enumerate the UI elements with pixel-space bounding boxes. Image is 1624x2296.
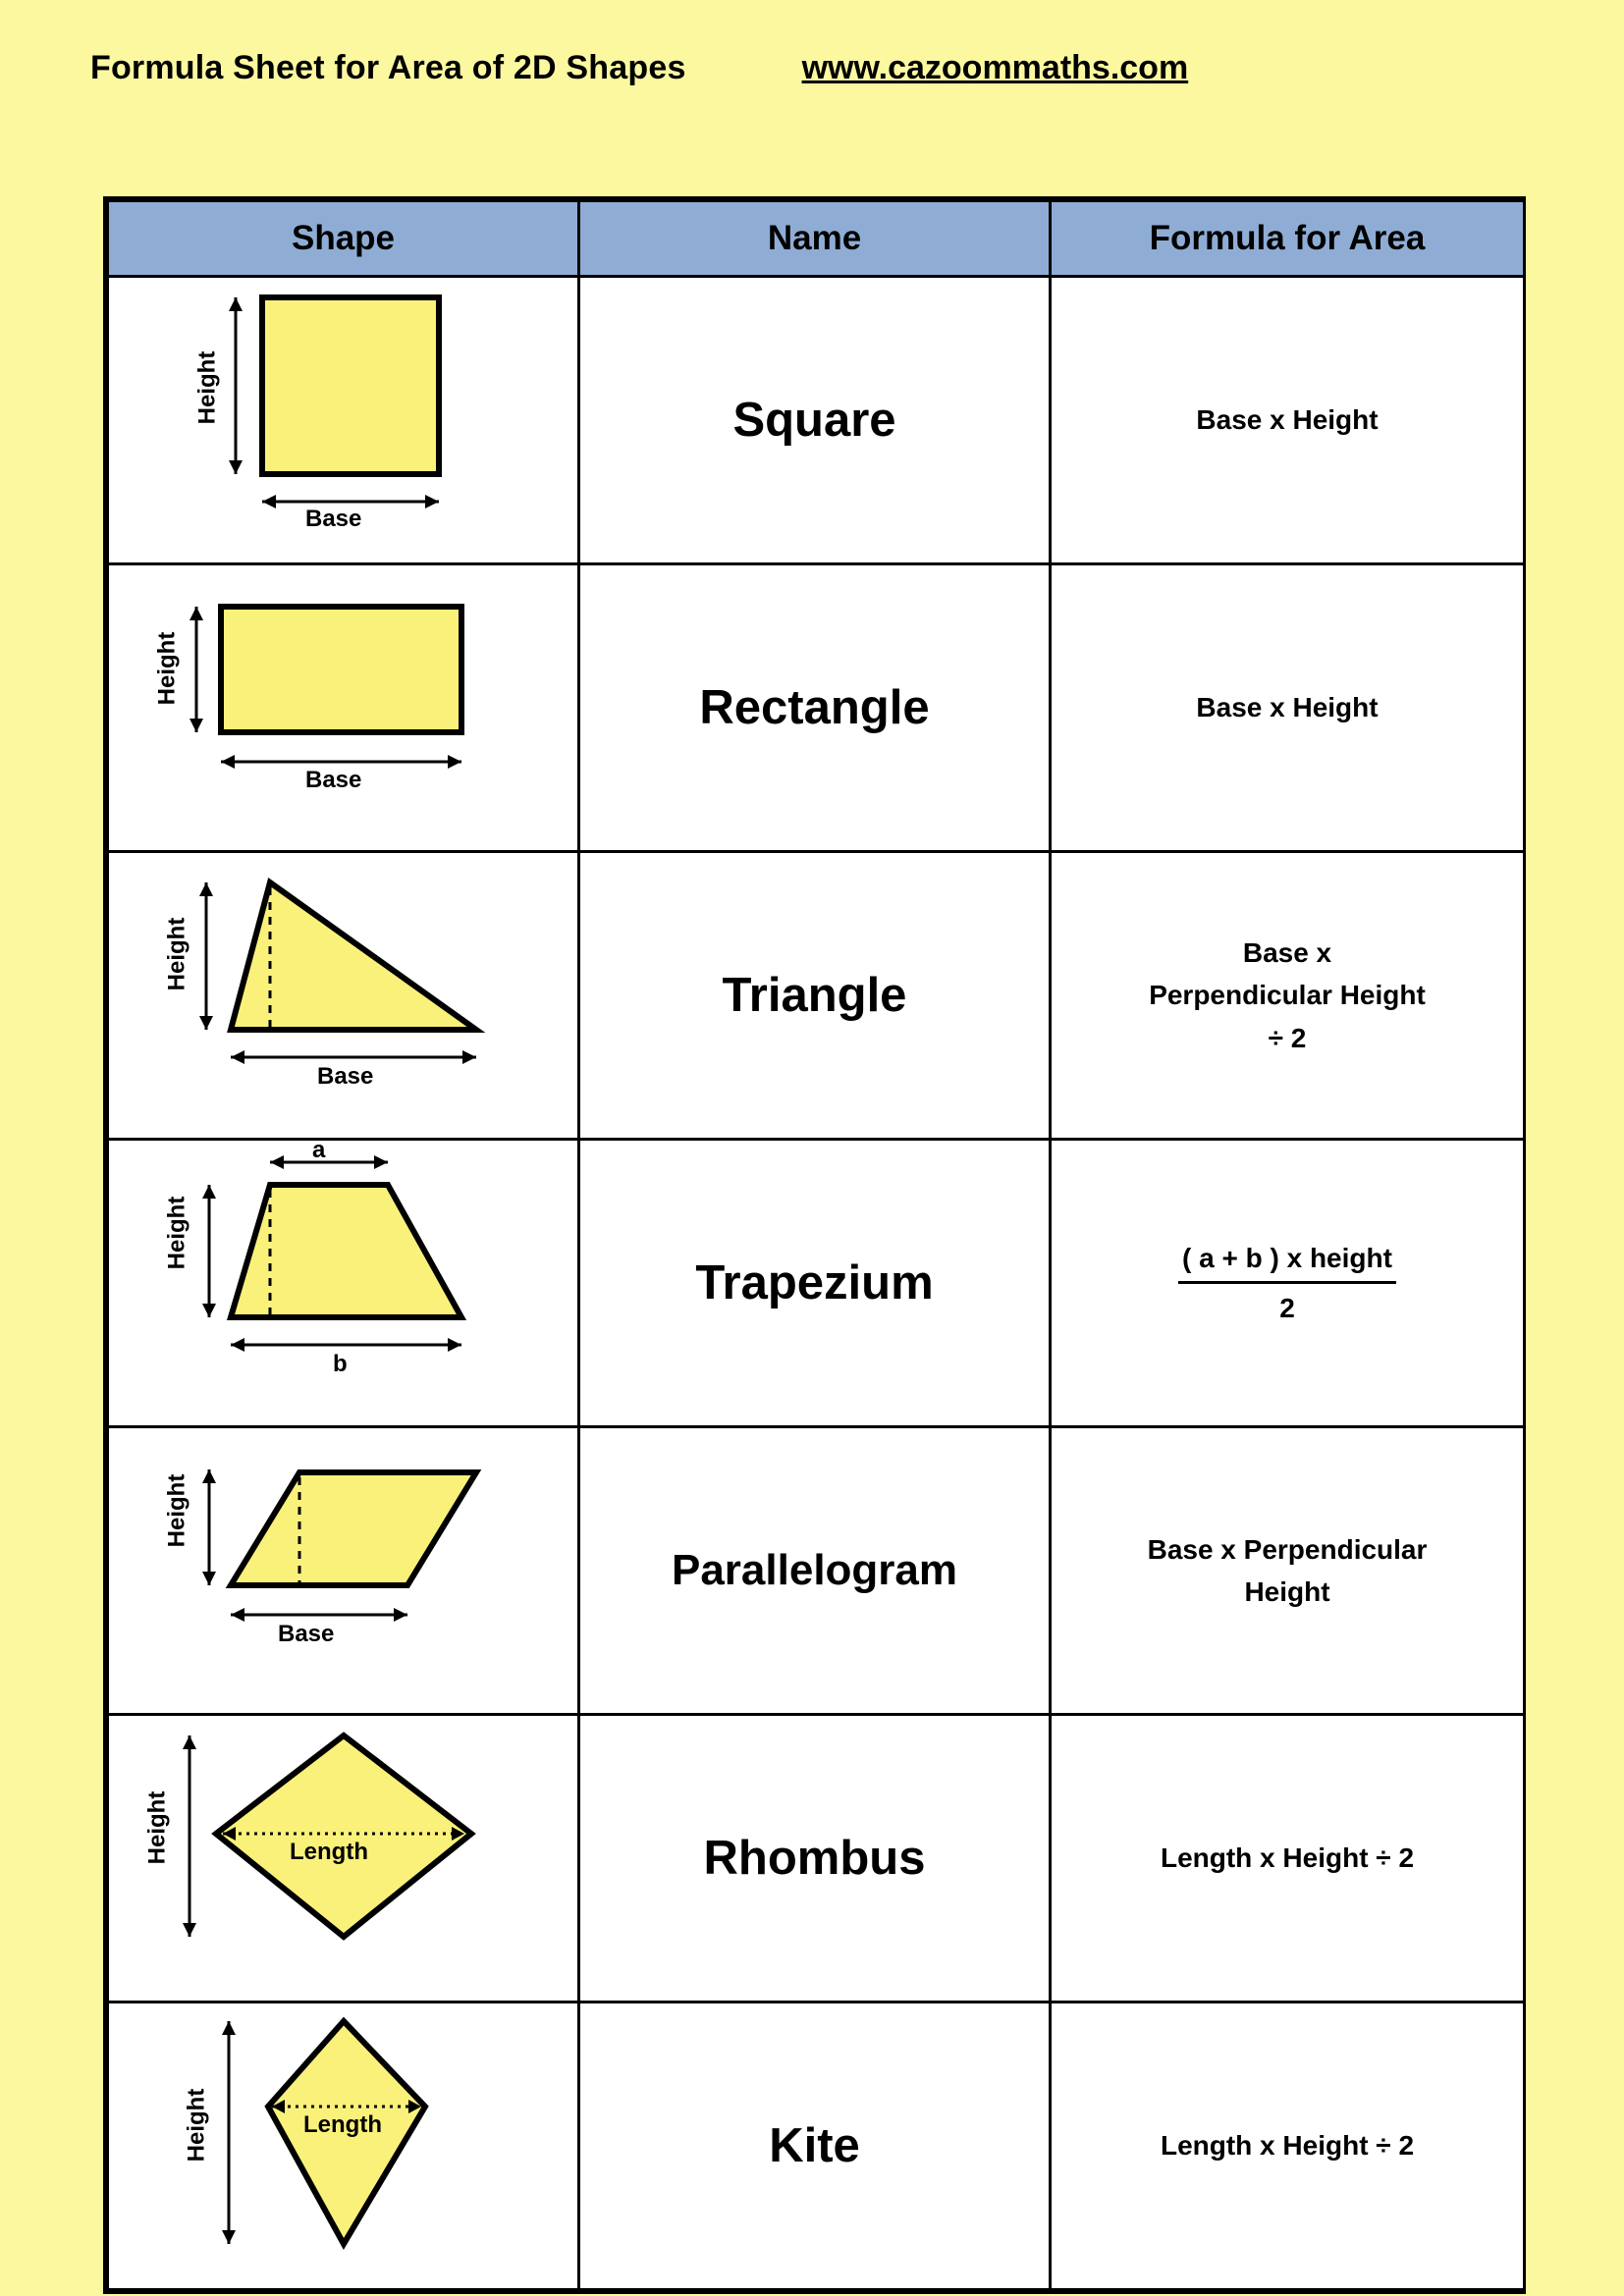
shape-name-triangle: Triangle [579, 852, 1051, 1140]
shape-diagram-trapezium [108, 1137, 579, 1427]
shape-name-parallelogram: Parallelogram [579, 1427, 1051, 1715]
shape-diagram-rhombus [108, 1715, 579, 2002]
label-height: Height [183, 2088, 210, 2163]
shape-name-rhombus: Rhombus [579, 1715, 1051, 2002]
fraction-numerator: ( a + b ) x height [1178, 1237, 1396, 1284]
table-row [108, 852, 1525, 1140]
label-b: b [333, 1351, 348, 1377]
label-base: Base [305, 767, 362, 793]
label-height: Height [153, 631, 181, 706]
label-base: Base [305, 506, 362, 532]
shape-formula-trapezium [1051, 1140, 1525, 1427]
label-base: Base [317, 1063, 374, 1090]
parallelogram-drawing [113, 1428, 574, 1703]
shape-formula-rhombus: Length x Height ÷ 2 [1051, 1715, 1525, 2002]
column-header-name: Name [579, 201, 1051, 277]
shape-diagram-square [108, 277, 579, 564]
website-url: www.cazoommaths.com [801, 49, 1189, 86]
column-header-shape: Shape [108, 201, 579, 277]
page-title: Formula Sheet for Area of 2D Shapes [90, 49, 686, 86]
label-base: Base [278, 1621, 335, 1647]
label-a: a [312, 1137, 326, 1163]
shape-diagram-triangle [108, 852, 579, 1140]
formula-table-wrapper [103, 196, 1526, 2294]
formula-line: ÷ 2 [1268, 1022, 1307, 1053]
shape-name-kite: Kite [579, 2002, 1051, 2290]
column-header-formula: Formula for Area [1051, 201, 1525, 277]
shape-formula-rectangle: Base x Height [1051, 564, 1525, 852]
shape-formula-parallelogram [1051, 1427, 1525, 1715]
formula-table [106, 199, 1526, 2291]
table-row [108, 1140, 1525, 1427]
formula-line: Perpendicular Height [1149, 980, 1426, 1011]
formula-fraction [1178, 1237, 1396, 1330]
table-row [108, 1427, 1525, 1715]
shape-diagram-parallelogram [108, 1427, 579, 1715]
shape-name-rectangle: Rectangle [579, 564, 1051, 852]
label-length: Length [290, 1839, 368, 1865]
shape-formula-triangle [1051, 852, 1525, 1140]
table-row [108, 1715, 1525, 2002]
shape-diagram-kite [108, 2002, 579, 2290]
formula-line: Base x Perpendicular [1147, 1533, 1428, 1565]
shape-diagram-rectangle [108, 564, 579, 852]
shape-formula-kite: Length x Height ÷ 2 [1051, 2002, 1525, 2290]
label-length: Length [303, 2111, 382, 2138]
shape-name-square: Square [579, 277, 1051, 564]
formula-line: Height [1244, 1576, 1330, 1607]
fraction-denominator: 2 [1279, 1293, 1295, 1323]
label-height: Height [143, 1790, 171, 1865]
formula-line: Base x [1242, 936, 1332, 968]
label-height: Height [163, 1473, 190, 1548]
table-row [108, 2002, 1525, 2290]
table-header-row [108, 201, 1525, 277]
label-height: Height [163, 1196, 190, 1270]
label-height: Height [193, 350, 221, 425]
label-height: Height [163, 917, 190, 991]
shape-formula-square: Base x Height [1051, 277, 1525, 564]
table-row [108, 277, 1525, 564]
page-header [90, 49, 1534, 87]
shape-name-trapezium: Trapezium [579, 1140, 1051, 1427]
table-row [108, 564, 1525, 852]
rectangle-drawing [113, 565, 574, 846]
